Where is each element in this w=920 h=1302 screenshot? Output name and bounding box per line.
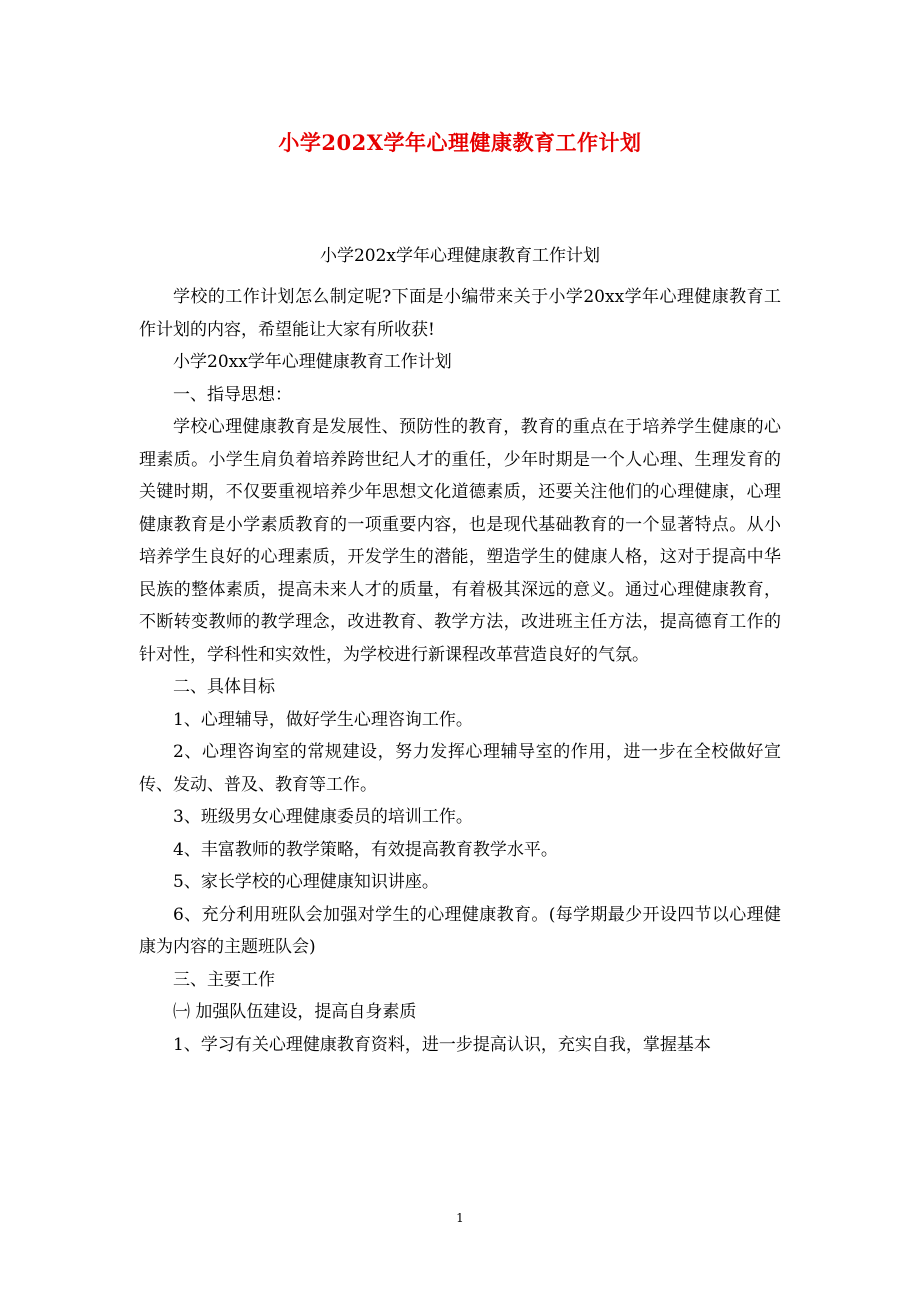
subheading-team-building: ㈠ 加强队伍建设，提高自身素质 — [173, 1002, 417, 1022]
goal-item-5: 5、家长学校的心理健康知识讲座。 — [173, 872, 439, 892]
paragraph-guiding-thought: 学校心理健康教育是发展性、预防性的教育，教育的重点在于培养学生健康的心理素质。小学生肩负着培养跨世纪人才的重任，少年时期是一个人心理、生理发育的关键时期，不仅要重视培养少年思想文化道德素质，还要关注他们的心理健康，心理健康教育是小学素质教育的一项重要内容，也是现代基础教育的一个显著特点。从小培养学生良好的心理素质，开发学生的潜能，塑造学生的健康人格，这对于提高中华民族的整体素质，提高未来人才的质量，有着极其深远的意义。通过心理健康教育，不断转变教师的教学理念，改进教育、教学方法，改进班主任方法，提高德育工作的针对性，学科性和实效性，为学校进行新课程改革营造良好的气氛。 — [139, 417, 781, 665]
paragraph-plan-name: 小学20xx学年心理健康教育工作计划 — [173, 352, 452, 372]
document-subtitle: 小学202x学年心理健康教育工作计划 — [319, 246, 601, 266]
heading-main-work: 三、主要工作 — [173, 969, 275, 990]
heading-specific-goals: 二、具体目标 — [173, 677, 275, 697]
goal-item-1: 1、心理辅导，做好学生心理咨询工作。 — [173, 709, 473, 730]
work-item-1: 1、学习有关心理健康教育资料，进一步提高认识，充实自我，掌握基本 — [173, 1034, 711, 1055]
paragraph-intro: 学校的工作计划怎么制定呢?下面是小编带来关于小学20xx学年心理健康教育工作计划的内容，希望能让大家有所收获! — [139, 287, 781, 340]
goal-item-6: 6、充分利用班队会加强对学生的心理健康教育。(每学期最少开设四节以心理健康为内容的主题班队会) — [139, 904, 781, 957]
goal-item-2: 2、心理咨询室的常规建设，努力发挥心理辅导室的作用，进一步在全校做好宣传、发动、普及、教育等工作。 — [139, 742, 781, 795]
heading-guiding-thought: 一、指导思想： — [173, 384, 292, 405]
document-body — [139, 281, 781, 1061]
goal-item-3: 3、班级男女心理健康委员的培训工作。 — [173, 807, 473, 827]
document-title: 小学202X学年心理健康教育工作计划 — [278, 130, 642, 155]
goal-item-4: 4、丰富教师的教学策略，有效提高教育教学水平。 — [173, 839, 558, 860]
page-number: 1 — [456, 1211, 464, 1225]
